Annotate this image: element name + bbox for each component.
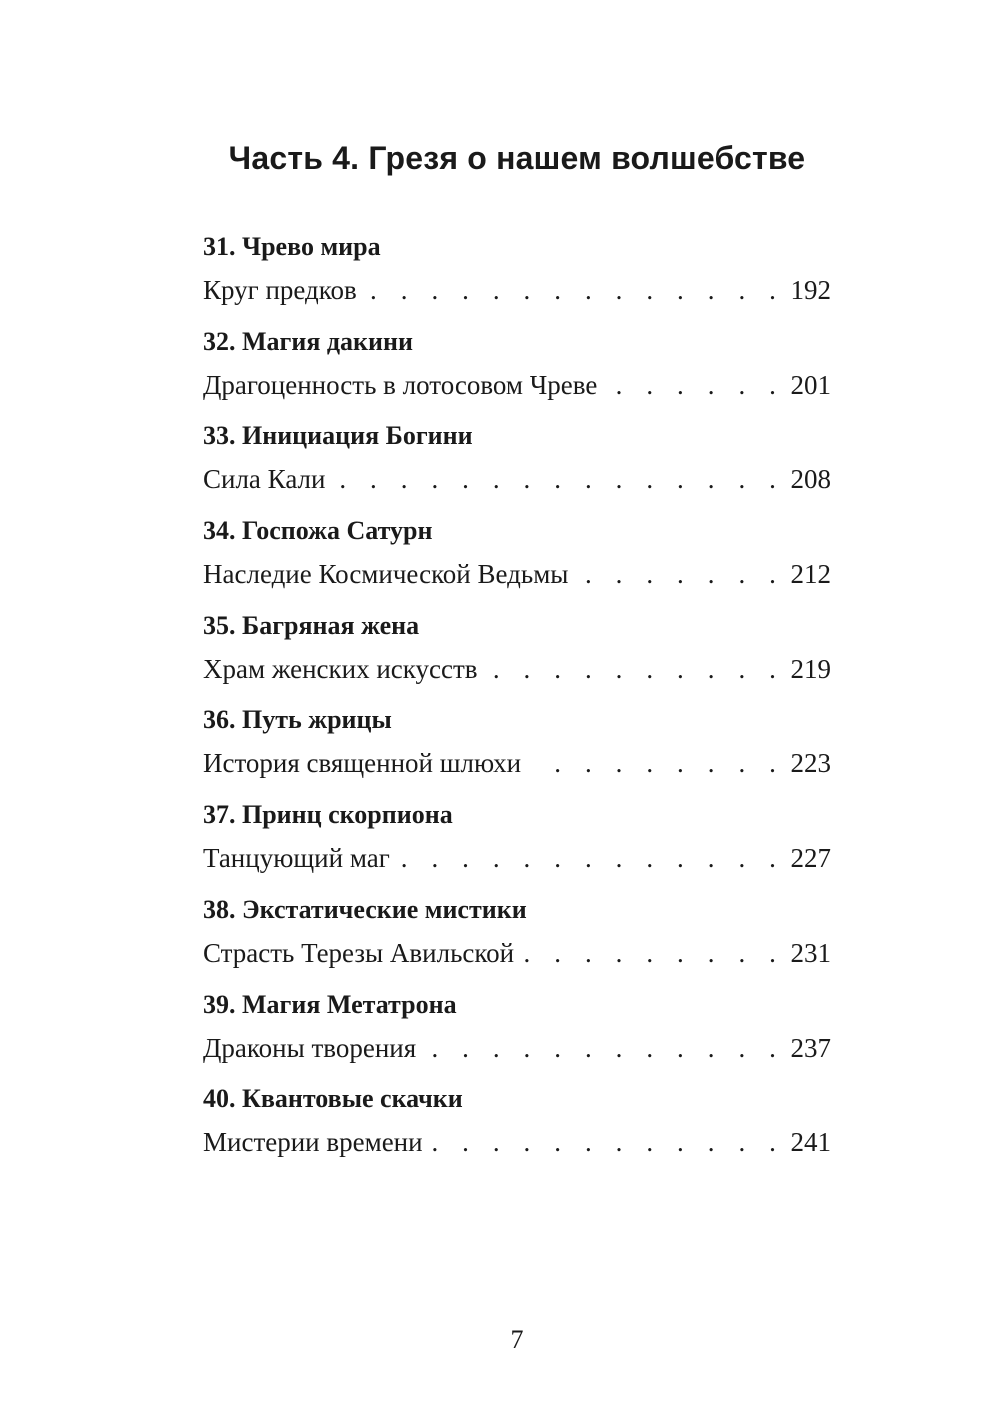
toc-line <box>203 459 831 499</box>
toc-line <box>203 365 831 405</box>
toc-line <box>203 270 831 310</box>
dot-leader <box>531 743 784 783</box>
toc-entry <box>203 792 831 887</box>
dot-leader <box>367 270 785 310</box>
section-title: История священной шлюхи <box>203 748 522 779</box>
page-number: 219 <box>790 653 831 684</box>
page-number: 212 <box>790 559 831 590</box>
chapter-title: 38. Экстатические мистики <box>203 894 527 924</box>
toc-entry <box>203 319 831 414</box>
table-of-contents <box>203 224 831 1171</box>
chapter-title: 35. Багряная жена <box>203 610 420 640</box>
page-number: 227 <box>790 843 831 874</box>
page-number: 208 <box>790 464 831 495</box>
section-title: Наследие Космической Ведьмы <box>203 559 569 590</box>
toc-line <box>203 933 831 973</box>
toc-entry <box>203 887 831 982</box>
page-folio: 7 <box>510 1325 524 1354</box>
toc-line <box>203 554 831 594</box>
page-number: 192 <box>790 275 831 305</box>
dot-leader <box>335 459 784 499</box>
chapter-title: 40. Квантовые скачки <box>203 1084 463 1114</box>
toc-entry <box>203 1076 831 1171</box>
chapter-title: 33. Инициация Богини <box>203 421 473 451</box>
toc-line <box>203 649 831 689</box>
section-title: Танцующий маг <box>203 843 390 874</box>
toc-line <box>203 1028 831 1068</box>
chapter-title: 37. Принц скорпиона <box>203 800 453 830</box>
section-title: Драконы творения <box>203 1032 417 1063</box>
page-number: 241 <box>790 1127 831 1158</box>
toc-entry <box>203 982 831 1077</box>
section-title: Сила Кали <box>203 464 326 495</box>
section-title: Храм женских искусств <box>203 653 478 684</box>
section-title: Мистерии времени <box>203 1127 423 1158</box>
chapter-title: 39. Магия Метатрона <box>203 989 457 1019</box>
dot-leader <box>578 554 784 594</box>
dot-leader <box>426 1028 784 1068</box>
toc-entry <box>203 603 831 698</box>
chapter-title: 34. Госпожа Сатурн <box>203 516 433 546</box>
toc-line <box>203 743 831 783</box>
chapter-title: 36. Путь жрицы <box>203 705 392 735</box>
section-title: Круг предков <box>203 275 357 305</box>
toc-entry <box>203 508 831 603</box>
section-title: Страсть Терезы Авильской <box>203 937 515 968</box>
chapter-title: 32. Магия дакини <box>203 326 413 356</box>
dot-leader <box>524 933 784 973</box>
dot-leader <box>488 649 785 689</box>
dot-leader <box>433 1122 785 1162</box>
section-title: Драгоценность в лотосовом Чреве <box>203 369 598 400</box>
page-number: 231 <box>790 937 831 968</box>
page-number: 201 <box>790 369 831 400</box>
dot-leader <box>607 365 784 405</box>
dot-leader <box>400 838 785 878</box>
chapter-title: 31. Чрево мира <box>203 232 381 261</box>
page-number: 237 <box>790 1032 831 1063</box>
toc-entry <box>203 224 831 319</box>
toc-line <box>203 1122 831 1162</box>
toc-entry <box>203 413 831 508</box>
toc-entry <box>203 697 831 792</box>
page-number: 223 <box>790 748 831 779</box>
toc-line <box>203 838 831 878</box>
part-title: Часть 4. Грезя о нашем волшебстве <box>228 140 806 176</box>
